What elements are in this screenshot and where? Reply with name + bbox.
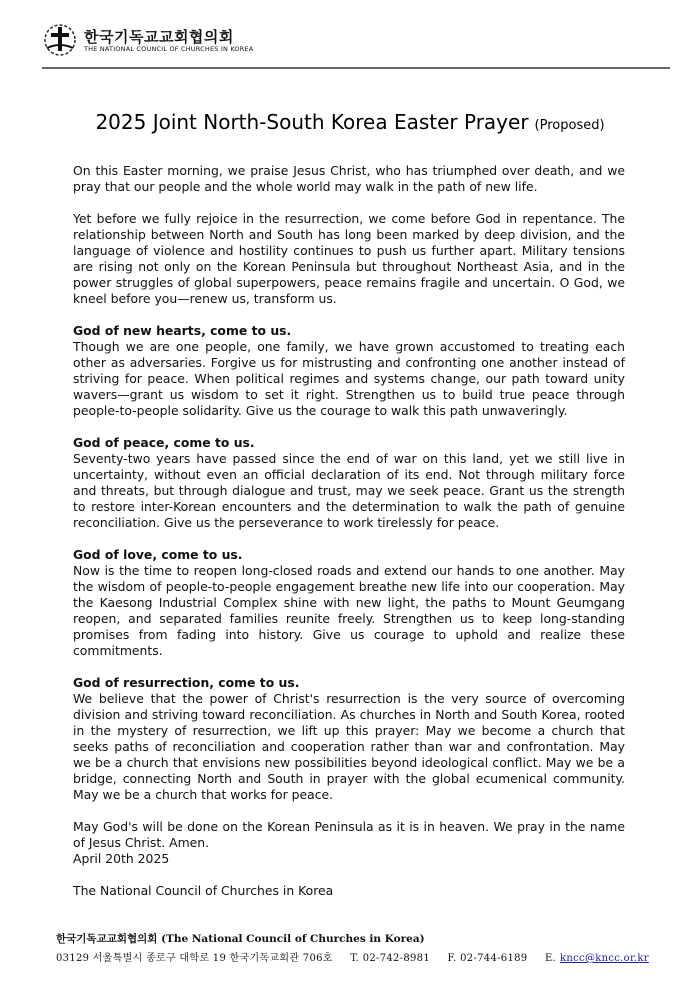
section-paragraph: Now is the time to reopen long-closed roads and extend our hands to one another. May the wisdom of people-to-people engagement breathe new life into our cooperation. May the Kaesong Industrial Complex shine with new light, the paths to Mount Geumgang reopen, and separated families reunite freely. Strengthen us to keep long-standing promises from fading into history. Give us courage to uphold and realize these commitments. xyxy=(73,563,625,658)
section-paragraph: Seventy-two years have passed since the end of war on this land, yet we still live in uncertainty, without even an official declaration of its end. Not through military force and threats, but through dialogue and trust, may we seek peace. Grant us the strength to restore inter-Korean encounters and the determination to walk the path of genuine reconciliation. Give us the perseverance to work tirelessly for peace. xyxy=(73,451,625,530)
kncc-cross-logo-icon xyxy=(42,22,78,58)
repentance-paragraph: Yet before we fully rejoice in the resurrection, we come before God in repentance. The relationship between North and South has long been marked by deep division, and the language of violence and hostility continues to push us further apart. Military tensions are rising not only on the Korean Peninsula but throughout Northeast Asia, and in the power struggles of global superpowers, peace remains fragile and uncertain. O God, we kneel before you—renew us, transform us. xyxy=(73,211,625,306)
section-paragraph: We believe that the power of Christ's resurrection is the very source of overcoming division and striving toward reconciliation. As churches in North and South Korea, rooted in the mystery of resurrection, we lift up this prayer: May we become a church that seeks paths of reconciliation and cooperation rather than war and confrontation. May we be a church that envisions new possibilities beyond ideological conflict. May we be a bridge, connecting North and South in prayer with the global ecumenical community. May we be a church that works for peace. xyxy=(73,691,625,802)
signer: The National Council of Churches in Korea xyxy=(73,883,334,898)
footer-email-link[interactable]: kncc@kncc.or.kr xyxy=(560,953,649,964)
letterhead xyxy=(42,20,672,60)
header-divider xyxy=(42,67,670,69)
prayer-date: April 20th 2025 xyxy=(73,851,170,866)
footer-contact xyxy=(56,949,656,964)
org-name-korean: 한국기독교교회협의회 xyxy=(84,28,234,46)
section-paragraph: Though we are one people, one family, we have grown accustomed to treating each other as adversaries. Forgive us for mistrusting and confronting one another instead of striving for peace. When political regimes and systems change, our path toward unity wavers—grant us wisdom to set it right. Strengthen us to build true peace through people-to-people solidarity. Give us the courage to walk this path unwaveringly. xyxy=(73,339,625,418)
footer-address: 03129 서울특별시 종로구 대학로 19 한국기독교회관 706호 xyxy=(56,953,333,964)
title-suffix: (Proposed) xyxy=(534,118,605,133)
section-heading: God of new hearts, come to us. xyxy=(73,323,292,338)
title-main: 2025 Joint North-South Korea Easter Prayer xyxy=(95,110,529,134)
footer-fax: F. 02-744-6189 xyxy=(447,953,528,964)
prayer-body xyxy=(73,163,625,915)
footer-phone: T. 02-742-8981 xyxy=(350,953,431,964)
intro-paragraph: On this Easter morning, we praise Jesus Christ, who has triumphed over death, and we pray that our people and the whole world may walk in the path of new life. xyxy=(73,163,625,194)
section-heading: God of resurrection, come to us. xyxy=(73,675,300,690)
closing-paragraph: May God's will be done on the Korean Peninsula as it is in heaven. We pray in the name of Jesus Christ. Amen. xyxy=(73,819,625,850)
section-heading: God of peace, come to us. xyxy=(73,435,255,450)
org-name-english: THE NATIONAL COUNCIL OF CHURCHES IN KOREA xyxy=(84,45,254,53)
document-title xyxy=(0,110,700,134)
section-heading: God of love, come to us. xyxy=(73,547,243,562)
footer xyxy=(56,931,656,964)
footer-org-line: 한국기독교교회협의회 (The National Council of Churches in Korea) xyxy=(56,933,425,945)
footer-email-label: E. xyxy=(544,953,557,964)
